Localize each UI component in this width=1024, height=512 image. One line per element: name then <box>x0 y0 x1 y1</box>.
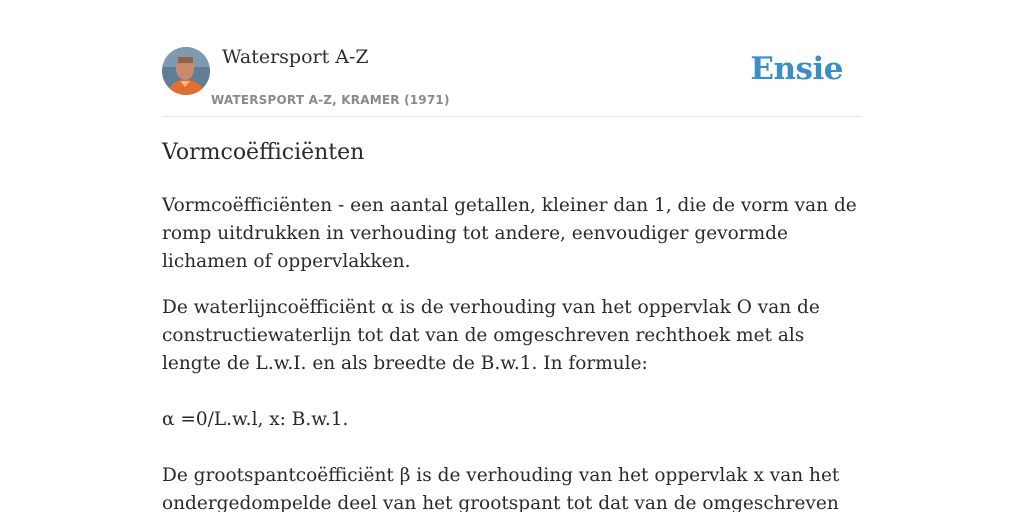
article-paragraph <box>162 294 862 512</box>
author-photo-icon[interactable] <box>162 47 210 95</box>
ensie-logo[interactable]: Ensie <box>750 51 843 87</box>
page-container <box>162 0 862 512</box>
article-title: Vormcoëfficiënten <box>162 140 365 165</box>
article-text: De grootspantcoëfficiënt β is de verhouding van het oppervlak x van het ondergedompelde deel van het grootspant tot dat van de omgeschreven <box>162 465 840 512</box>
source-subtitle[interactable]: WATERSPORT A-Z, KRAMER (1971) <box>211 93 450 107</box>
source-title[interactable]: Watersport A-Z <box>222 46 369 68</box>
formula-text: α =0/L.w.l, x: B.w.1. <box>162 409 349 430</box>
article-text: De waterlijncoëfficiënt α is de verhouding van het oppervlak O van de constructiewaterlijn tot dat van de omgeschreven rechthoek met als lengte de L.w.I. en als breedte de B.w.1. In formule: <box>162 297 820 374</box>
source-header <box>162 0 862 117</box>
article-paragraph: Vormcoëfficiënten - een aantal getallen, kleiner dan 1, die de vorm van de romp uitdrukken in verhouding tot andere, eenvoudiger gevormde lichamen of oppervlakken. <box>162 195 857 272</box>
article-body <box>162 192 862 512</box>
